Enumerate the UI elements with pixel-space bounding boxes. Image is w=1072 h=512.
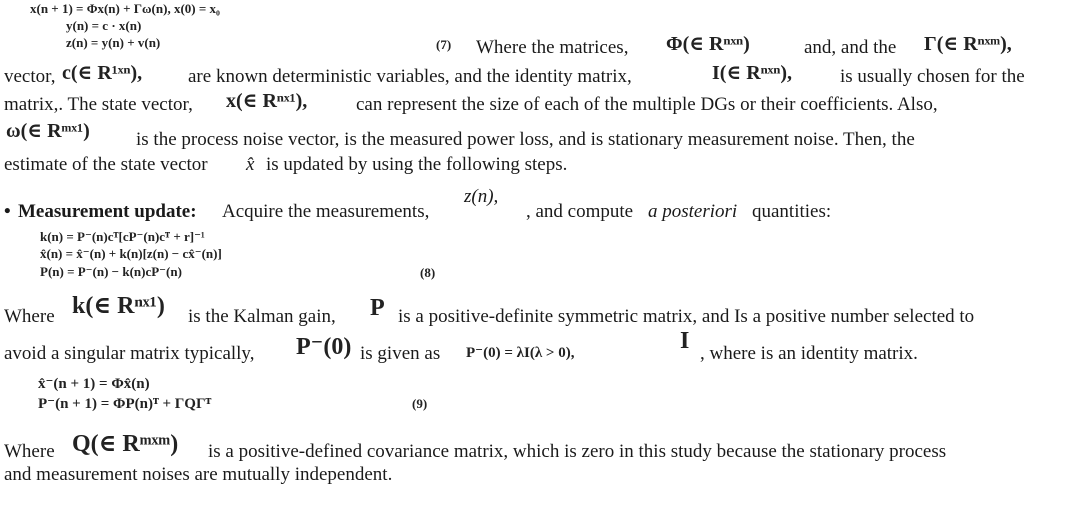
para2-text-kalman-gain: is the Kalman gain,	[188, 306, 336, 327]
symbol-z-measurement: z(n),	[464, 186, 499, 207]
para1-text-estimate: estimate of the state vector	[4, 154, 208, 175]
para1-text-known-deterministic: are known deterministic variables, and the identity matrix,	[188, 66, 632, 87]
symbol-P-minus-0: P⁻(0)	[296, 334, 352, 360]
measurement-text-quantities: quantities:	[752, 201, 832, 222]
para2-text-given-as: is given as	[360, 343, 441, 364]
symbol-P0-lambda-I: P⁻(0) = λI(λ > 0),	[466, 345, 575, 361]
measurement-heading: Measurement update:	[18, 201, 197, 222]
equation-7-line-3: z(n) = y(n) + v(n)	[66, 35, 161, 50]
symbol-gamma-matrix: Γ(∈ Rⁿˣᵐ),	[924, 33, 1012, 55]
equation-8-number: (8)	[420, 265, 436, 280]
equation-8-line-1: k(n) = P⁻(n)cᵀ[cP⁻(n)cᵀ + r]⁻¹	[40, 229, 205, 244]
symbol-kalman-gain: k(∈ Rⁿˣ¹)	[72, 293, 165, 319]
symbol-c-vector: c(∈ R¹ˣⁿ),	[62, 62, 143, 84]
symbol-Q-covariance: Q(∈ Rᵐˣᵐ)	[72, 431, 179, 457]
equation-7-line-1: x(n + 1) = Φx(n) + Γω(n), x(0) = x₀	[30, 1, 220, 16]
para2-text-where: Where	[4, 306, 55, 327]
measurement-bullet: •	[4, 201, 11, 222]
para3-text-positive-defined: is a positive-defined covariance matrix, which is zero in this study because the stationary process	[208, 441, 947, 462]
symbol-P-matrix: P	[370, 295, 385, 321]
equation-7-number: (7)	[436, 37, 452, 52]
para3-text-independent: and measurement noises are mutually independent.	[4, 464, 393, 485]
equation-9-line-1: x̂⁻(n + 1) = Φx̂(n)	[38, 376, 150, 392]
para3-text-where: Where	[4, 441, 55, 462]
para1-text-where-matrices: Where the matrices,	[476, 37, 629, 58]
para2-text-identity-matrix: , where is an identity matrix.	[700, 343, 918, 364]
symbol-phi-matrix: Φ(∈ Rⁿˣⁿ)	[666, 33, 750, 55]
equation-9-number: (9)	[412, 396, 428, 411]
para1-text-vector: vector,	[4, 66, 56, 87]
para1-text-size-of-dgs: can represent the size of each of the multiple DGs or their coefficients. Also,	[356, 94, 938, 115]
para1-text-process-noise: is the process noise vector, is the measured power loss, and is stationary measurement noise. Then, the	[136, 129, 915, 150]
symbol-identity-matrix: I(∈ Rⁿˣⁿ),	[712, 62, 792, 84]
symbol-x-state-vector: x(∈ Rⁿˣ¹),	[226, 90, 308, 112]
symbol-x-hat: x̂	[246, 154, 255, 175]
measurement-text-acquire: Acquire the measurements,	[222, 201, 430, 222]
symbol-identity-I: I	[680, 328, 690, 354]
para1-text-and-the: and, and the	[804, 37, 897, 58]
measurement-text-a-posteriori: a posteriori	[648, 201, 738, 222]
equation-9-line-2: P⁻(n + 1) = ΦP(n)ᵀ + ΓQΓᵀ	[38, 396, 212, 412]
equation-7-line-2: y(n) = c · x(n)	[66, 18, 142, 33]
equation-8-line-2: x̂(n) = x̂⁻(n) + k(n)[z(n) − cx̂⁻(n)]	[40, 246, 222, 261]
para2-text-avoid-singular: avoid a singular matrix typically,	[4, 343, 255, 364]
measurement-text-compute: , and compute	[526, 201, 634, 222]
para1-text-updated: is updated by using the following steps.	[266, 154, 568, 175]
para2-text-positive-definite: is a positive-definite symmetric matrix, and Is a positive number selected to	[398, 306, 975, 327]
symbol-omega-noise: ω(∈ Rᵐˣ¹)	[6, 120, 90, 142]
para1-text-usually-chosen: is usually chosen for the	[840, 66, 1025, 87]
equation-8-line-3: P(n) = P⁻(n) − k(n)cP⁻(n)	[40, 264, 182, 279]
para1-text-state-vector: matrix,. The state vector,	[4, 94, 193, 115]
